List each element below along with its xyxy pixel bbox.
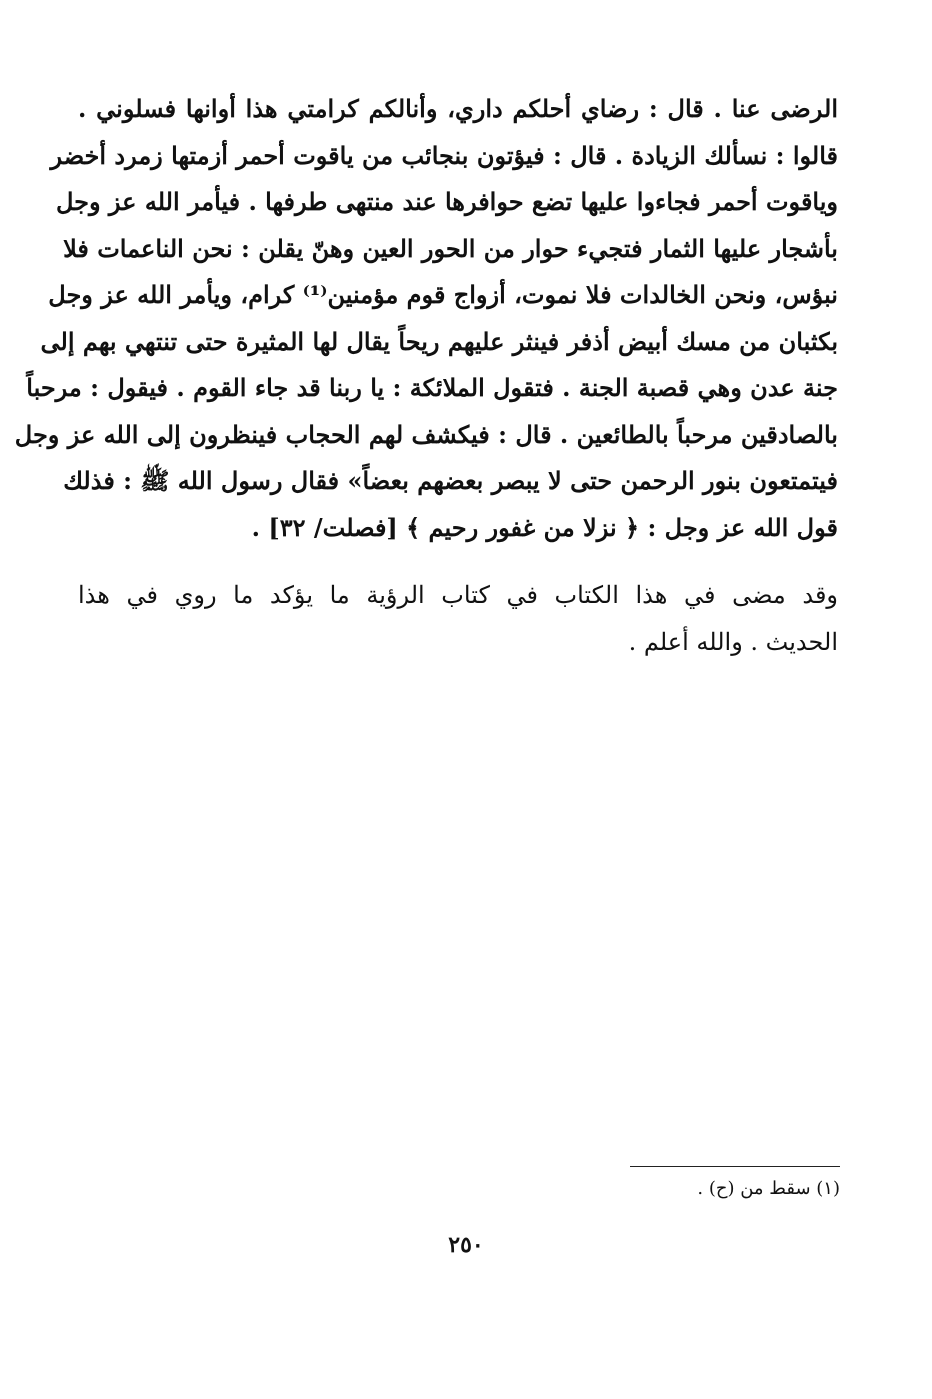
footnote-divider [630,1166,840,1167]
text-line: وقد مضى في هذا الكتاب في كتاب الرؤية ما يؤكد ما روي في هذا [78,581,839,609]
main-paragraph [14,86,838,551]
text-line: فيتمتعون بنور الرحمن حتى لا يبصر بعضهم بعضاً» فقال رسول الله ﷺ : فذلك [63,466,838,495]
footnote: (١) سقط من (ح) . [697,1178,840,1199]
text-line: الحديث . والله أعلم . [628,627,838,656]
text-line: قول الله عز وجل : ﴿ نزلا من غفور رحيم ﴾ [فصلت/ ٣٢] . [251,512,838,542]
text-line: بالصادقين مرحباً بالطائعين . قال : فيكشف لهم الحجاب فينظرون إلى الله عز وجل [14,419,838,449]
text-line: نبؤس، ونحن الخالدات فلا نموت، أزواج قوم مؤمنين⁽¹⁾ كرام، ويأمر الله عز وجل [48,280,838,309]
text-line: بكثبان من مسك أبيض أذفر فينثر عليهم ريحاً يقال لها المثيرة حتى تنتهي بهم إلى [40,326,838,356]
text-line: جنة عدن وهي قصبة الجنة . فتقول الملائكة : يا ربنا قد جاء القوم . فيقول : مرحباً [26,373,838,402]
text-line: قالوا : نسألك الزيادة . قال : فيؤتون بنجائب من ياقوت أحمر أزمتها زمرد أخضر [50,140,838,170]
text-line: الرضى عنا . قال : رضاي أحلكم داري، وأنالكم كرامتي هذا أوانها فسلوني . [78,94,838,123]
text-line: وياقوت أحمر فجاءوا عليها تضع حوافرها عند منتهى طرفها . فيأمر الله عز وجل [55,187,838,216]
second-paragraph [78,572,838,665]
text-line: بأشجار عليها الثمار فتجيء حوار من الحور العين وهنّ يقلن : نحن الناعمات فلا [63,233,838,263]
page-number: ٢٥٠ [448,1232,484,1258]
